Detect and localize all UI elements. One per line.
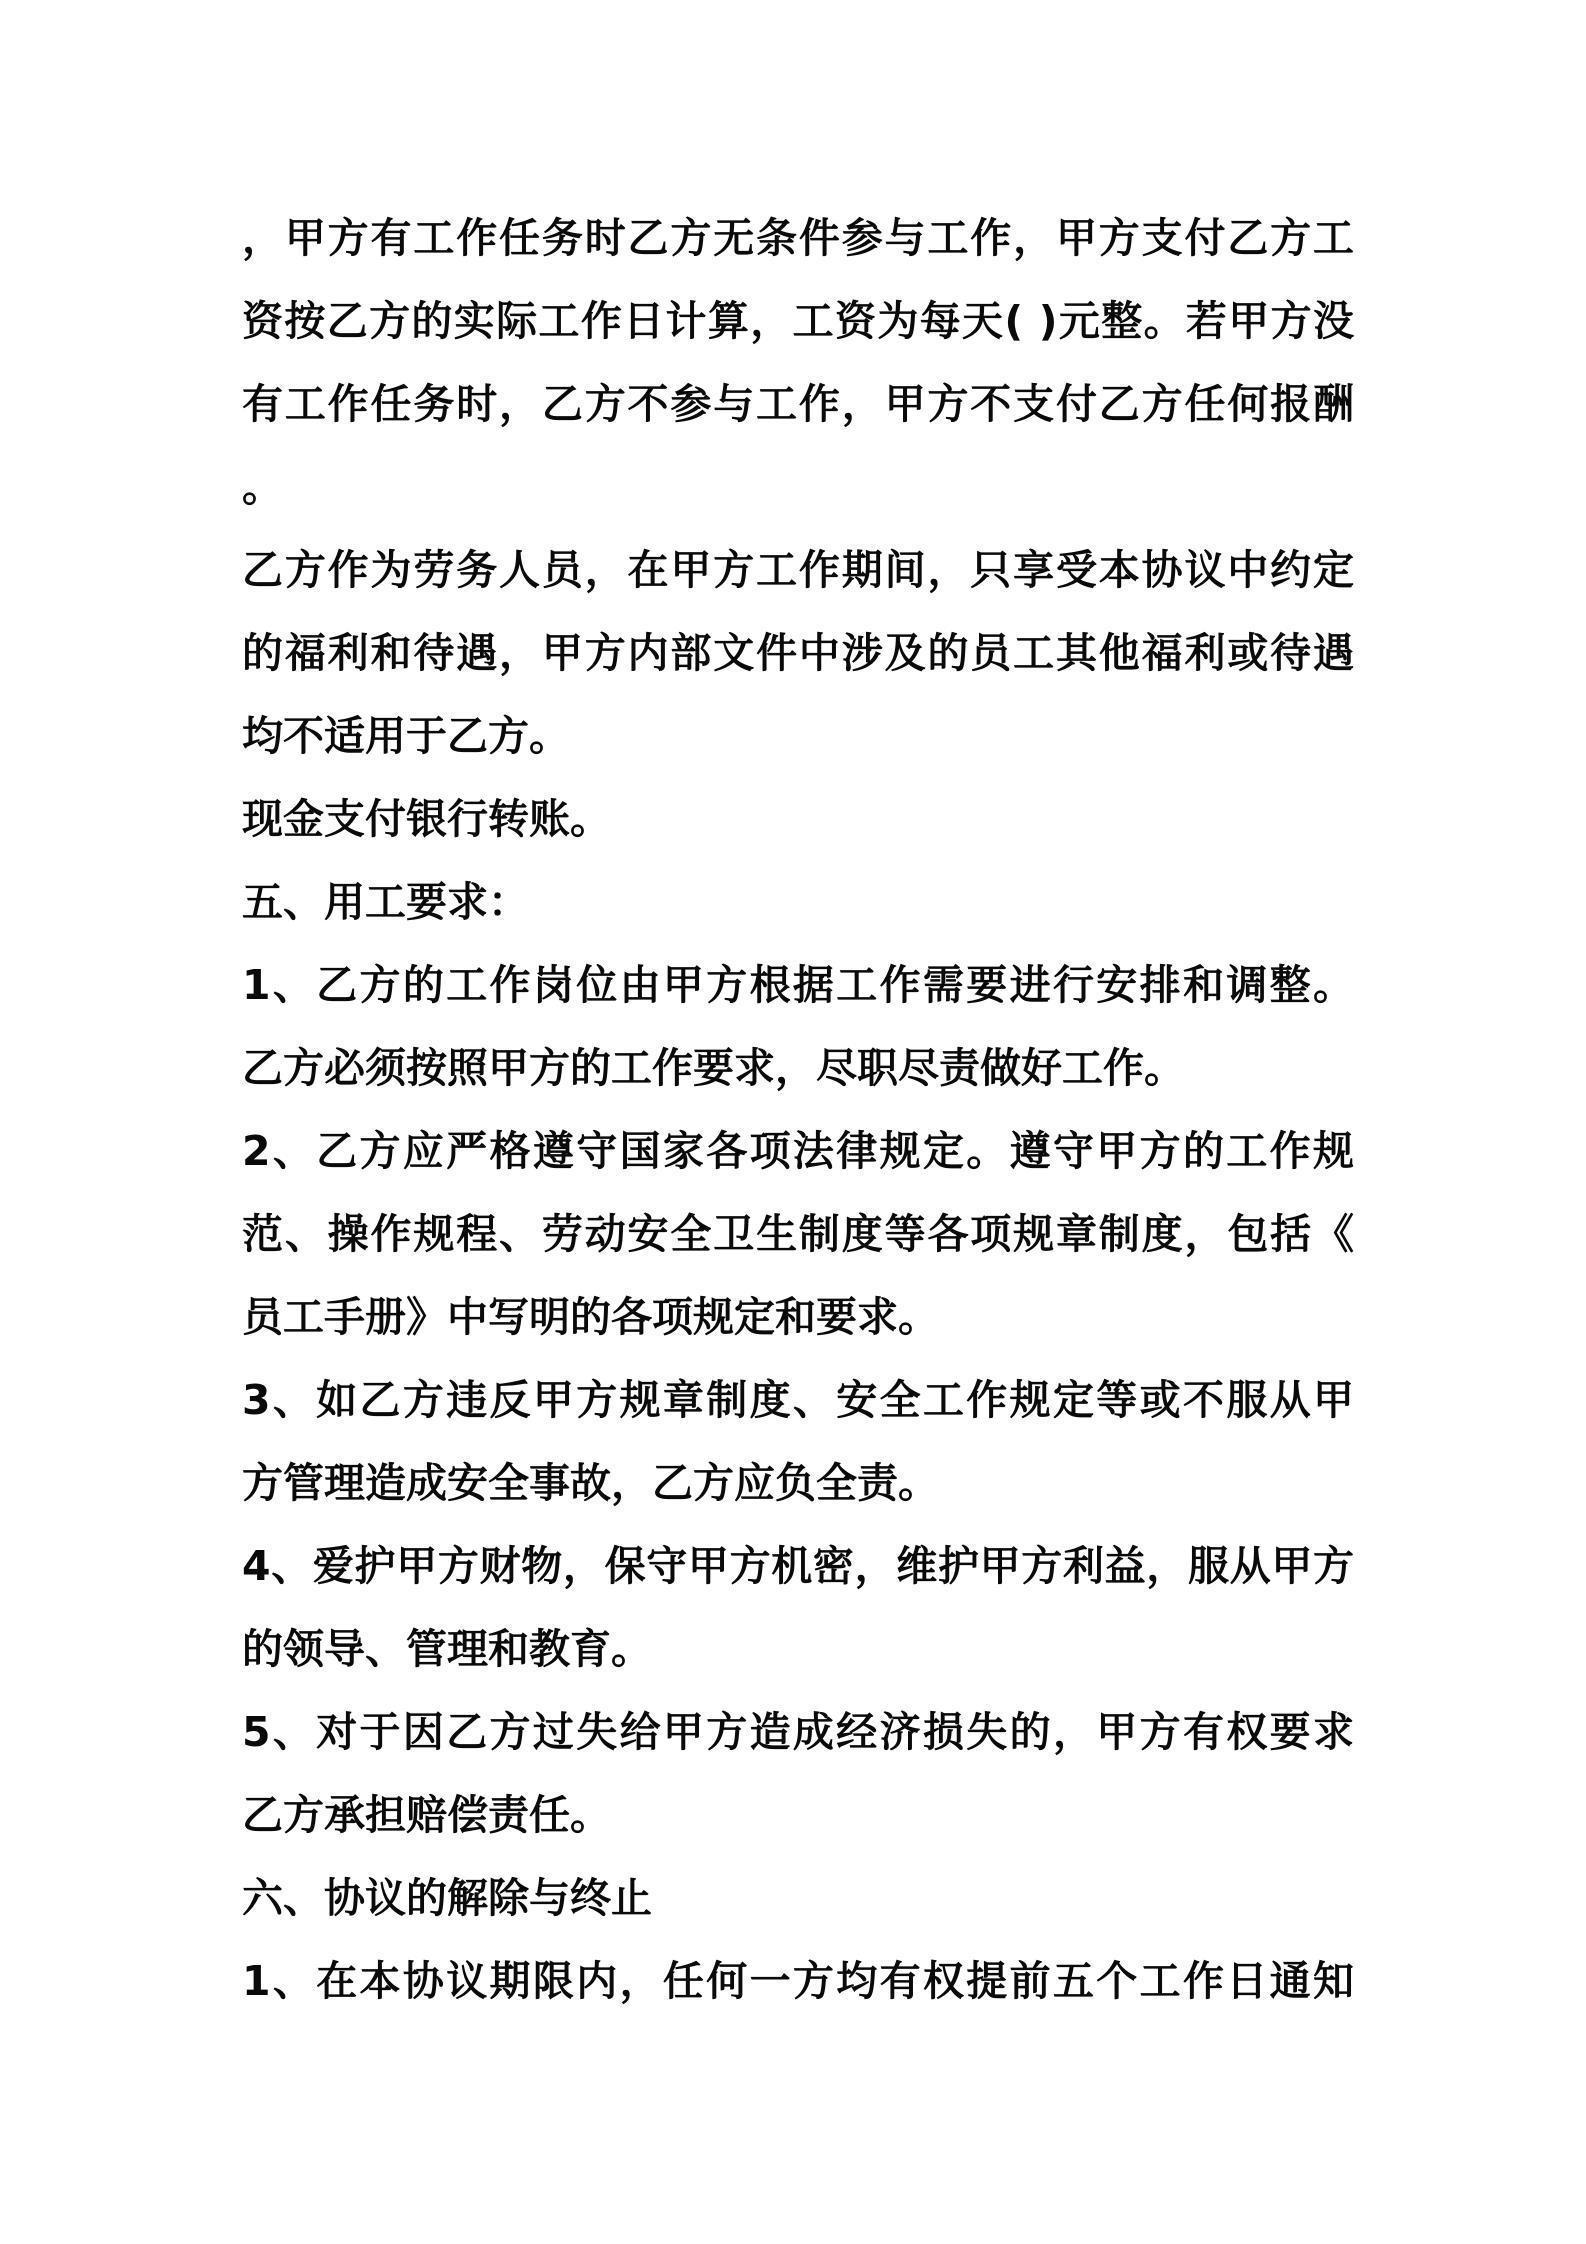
text-line: 1、在本协议期限内，任何一方均有权提前五个工作日通知 — [242, 1957, 1354, 2005]
text-line: 范、操作规程、劳动安全卫生制度等各项规章制度，包括《 — [242, 1210, 1354, 1258]
text-line: 有工作任务时，乙方不参与工作，甲方不支付乙方任何报酬 — [242, 380, 1354, 428]
section-heading: 六、协议的解除与终止 — [242, 1874, 652, 1922]
text-line: 均不适用于乙方。 — [242, 712, 570, 760]
text-line: 的福利和待遇，甲方内部文件中涉及的员工其他福利或待遇 — [242, 629, 1354, 677]
text-line: ，甲方有工作任务时乙方无条件参与工作，甲方支付乙方工 — [242, 214, 1354, 262]
text-line: 4、爱护甲方财物，保守甲方机密，维护甲方利益，服从甲方 — [242, 1542, 1354, 1590]
text-line: 员工手册》中写明的各项规定和要求。 — [242, 1293, 939, 1341]
text-line: 乙方必须按照甲方的工作要求，尽职尽责做好工作。 — [242, 1044, 1185, 1092]
section-heading: 五、用工要求： — [242, 878, 529, 926]
text-line: 5、对于因乙方过失给甲方造成经济损失的，甲方有权要求 — [242, 1708, 1354, 1756]
text-line: 1、乙方的工作岗位由甲方根据工作需要进行安排和调整。 — [242, 961, 1354, 1009]
text-line: 乙方作为劳务人员，在甲方工作期间，只享受本协议中约定 — [242, 546, 1354, 594]
document-body — [242, 197, 1354, 2023]
text-line: 的领导、管理和教育。 — [242, 1625, 652, 1673]
text-line: 乙方承担赔偿责任。 — [242, 1791, 611, 1839]
text-line: 2、乙方应严格遵守国家各项法律规定。遵守甲方的工作规 — [242, 1127, 1354, 1175]
text-line: 3、如乙方违反甲方规章制度、安全工作规定等或不服从甲 — [242, 1376, 1354, 1424]
text-line: 现金支付银行转账。 — [242, 795, 611, 843]
text-line: 资按乙方的实际工作日计算，工资为每天( )元整。若甲方没 — [242, 297, 1354, 345]
text-line: 。 — [242, 463, 283, 511]
text-line: 方管理造成安全事故，乙方应负全责。 — [242, 1459, 939, 1507]
